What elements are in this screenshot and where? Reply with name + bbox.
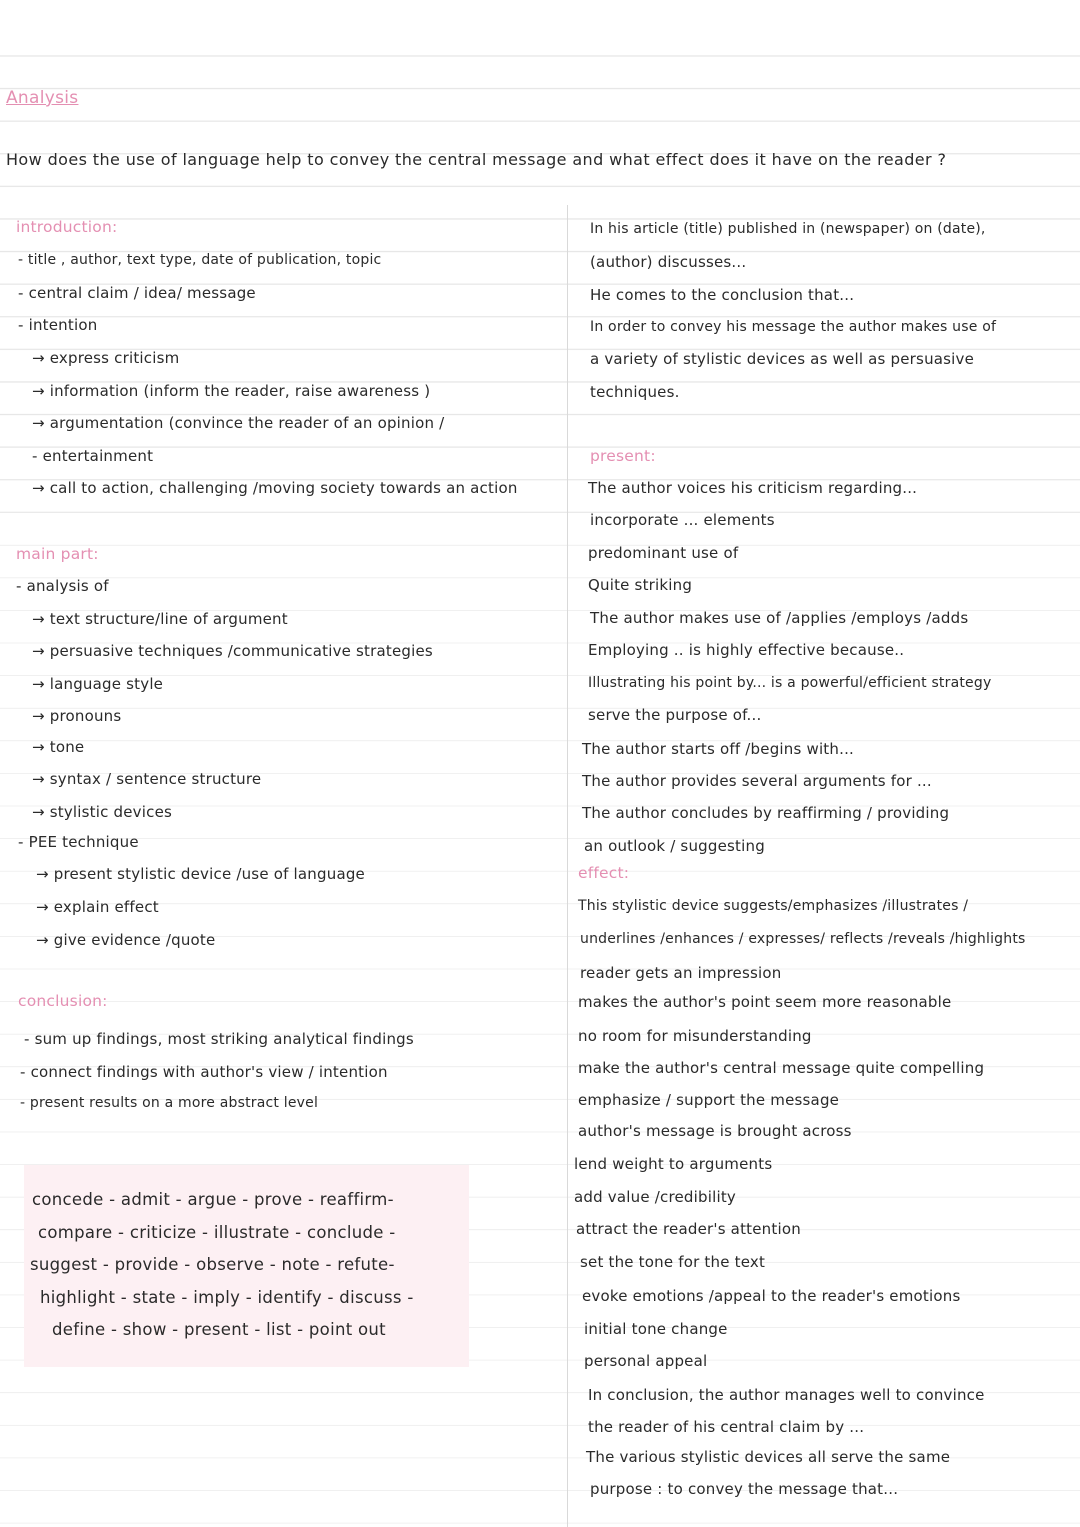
list-item: - title , author, text type, date of publication, topic — [18, 252, 382, 268]
list-item: → tone — [32, 738, 85, 756]
list-item: → argumentation (convince the reader of an opinion / — [32, 414, 445, 432]
phrase-line: the reader of his central claim by ... — [588, 1418, 865, 1436]
list-item: → express criticism — [32, 349, 180, 367]
list-item: - central claim / idea/ message — [18, 284, 256, 302]
phrase-line: The author provides several arguments for ... — [582, 772, 932, 790]
list-item: - PEE technique — [18, 833, 139, 851]
effect-heading: effect: — [578, 864, 630, 882]
list-item: → syntax / sentence structure — [32, 770, 262, 788]
phrase-line: initial tone change — [584, 1320, 728, 1338]
phrase-line: In his article (title) published in (newspaper) on (date), — [590, 221, 986, 237]
phrase-line: a variety of stylistic devices as well as persuasive — [590, 350, 975, 368]
list-item: → present stylistic device /use of language — [36, 865, 365, 883]
signal-verbs-line: define - show - present - list - point out — [52, 1320, 386, 1339]
conclusion-heading: conclusion: — [18, 992, 108, 1010]
phrase-line: author's message is brought across — [578, 1122, 852, 1140]
signal-verbs-line: concede - admit - argue - prove - reaffirm- — [32, 1190, 394, 1209]
phrase-line: In order to convey his message the author makes use of — [590, 319, 997, 335]
column-divider — [567, 205, 568, 1527]
phrase-line: no room for misunderstanding — [578, 1027, 812, 1045]
list-item: → text structure/line of argument — [32, 610, 288, 628]
list-item: → information (inform the reader, raise awareness ) — [32, 382, 431, 400]
list-item: → stylistic devices — [32, 803, 173, 821]
phrase-line: an outlook / suggesting — [584, 837, 765, 855]
phrase-line: make the author's central message quite compelling — [578, 1059, 985, 1077]
phrase-line: Illustrating his point by... is a powerful/efficient strategy — [588, 675, 992, 691]
phrase-line: lend weight to arguments — [574, 1155, 773, 1173]
phrase-line: The author concludes by reaffirming / providing — [582, 804, 950, 822]
list-item: → pronouns — [32, 707, 122, 725]
list-item: → language style — [32, 675, 164, 693]
guiding-question: How does the use of language help to convey the central message and what effect does it have on the reader ? — [6, 150, 947, 169]
phrase-line: In conclusion, the author manages well to convince — [588, 1386, 985, 1404]
introduction-heading: introduction: — [16, 218, 118, 236]
phrase-line: incorporate ... elements — [590, 511, 775, 529]
phrase-line: personal appeal — [584, 1352, 708, 1370]
list-item: → call to action, challenging /moving society towards an action — [32, 479, 518, 497]
list-item: - intention — [18, 316, 98, 334]
signal-verbs-line: suggest - provide - observe - note - refute- — [30, 1255, 395, 1274]
signal-verbs-line: highlight - state - imply - identify - discuss - — [40, 1288, 414, 1307]
list-item: - entertainment — [32, 447, 154, 465]
phrase-line: This stylistic device suggests/emphasizes /illustrates / — [578, 898, 969, 914]
list-item: - sum up findings, most striking analytical findings — [24, 1030, 414, 1048]
list-item: → explain effect — [36, 898, 159, 916]
phrase-line: reader gets an impression — [580, 964, 782, 982]
phrase-line: The author starts off /begins with... — [582, 740, 855, 758]
phrase-line: underlines /enhances / expresses/ reflects /reveals /highlights — [580, 931, 1026, 947]
list-item: - present results on a more abstract level — [20, 1095, 319, 1111]
list-item: - analysis of — [16, 577, 109, 595]
phrase-line: Employing .. is highly effective because.. — [588, 641, 905, 659]
phrase-line: Quite striking — [588, 576, 693, 594]
list-item: - connect findings with author's view / intention — [20, 1063, 388, 1081]
phrase-line: evoke emotions /appeal to the reader's emotions — [582, 1287, 961, 1305]
main-part-heading: main part: — [16, 545, 99, 563]
phrase-line: add value /credibility — [574, 1188, 736, 1206]
list-item: → persuasive techniques /communicative strategies — [32, 642, 433, 660]
list-item: → give evidence /quote — [36, 931, 216, 949]
phrase-line: He comes to the conclusion that... — [590, 286, 855, 304]
phrase-line: (author) discusses... — [590, 253, 747, 271]
phrase-line: attract the reader's attention — [576, 1220, 801, 1238]
phrase-line: The various stylistic devices all serve the same — [586, 1448, 951, 1466]
phrase-line: The author voices his criticism regarding... — [588, 479, 918, 497]
signal-verbs-line: compare - criticize - illustrate - conclude - — [38, 1223, 396, 1242]
phrase-line: emphasize / support the message — [578, 1091, 840, 1109]
phrase-line: The author makes use of /applies /employs /adds — [590, 609, 969, 627]
phrase-line: purpose : to convey the message that... — [590, 1480, 899, 1498]
page-title: Analysis — [6, 88, 79, 108]
phrase-line: techniques. — [590, 383, 680, 401]
phrase-line: predominant use of — [588, 544, 739, 562]
phrase-line: makes the author's point seem more reasonable — [578, 993, 952, 1011]
phrase-line: set the tone for the text — [580, 1253, 766, 1271]
phrase-line: serve the purpose of... — [588, 706, 762, 724]
present-heading: present: — [590, 447, 656, 465]
